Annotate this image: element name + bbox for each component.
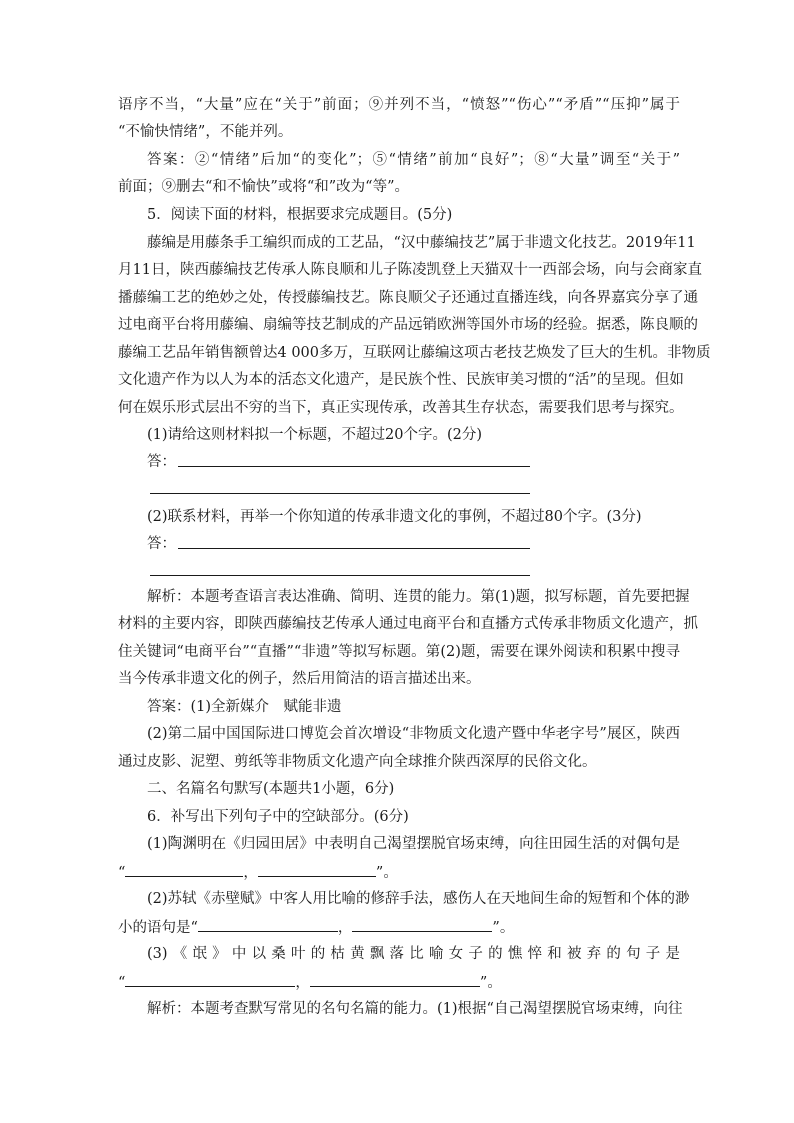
fill-blank xyxy=(310,972,480,987)
answer-line: 前面；⑨删去“和不愉快”或将“和”改为“等”。 xyxy=(118,179,409,195)
answer-line: 答案：②“情绪”后加“的变化”；⑤“情绪”前加“良好”；⑧“大量”调至“关于” xyxy=(147,152,680,168)
analysis-line: 住关键词“电商平台”“直播”“非遗”等拟写标题。第(2)题，需要在课外阅读和积累中搜寻 xyxy=(118,644,680,660)
fill-in-line: “ ， ”。 xyxy=(118,862,398,883)
analysis-line: 材料的主要内容，即陕西藤编技艺传承人通过电商平台和直播方式传承非物质文化遗产，抓 xyxy=(118,616,698,632)
material-line: 月11日，陕西藤编技艺传承人陈良顺和儿子陈凌凯登上天猫双十一西部会场，向与会商家直 xyxy=(118,262,702,278)
answer-line-blank xyxy=(150,493,530,494)
material-line: 过电商平台将用藤编、扇编等技艺制成的产品远销欧洲等国外市场的经验。据悉，陈良顺的 xyxy=(118,317,698,333)
material-line: 藤编工艺品年销售额曾达4 000多万，互联网让藤编这项古老技艺焕发了巨大的生机。非物质 xyxy=(118,345,711,361)
fill-blank xyxy=(125,862,243,877)
fill-in-line: 小的语句是“ ， ”。 xyxy=(118,917,514,938)
fill-blank xyxy=(258,862,376,877)
answer-line-blank xyxy=(150,575,530,576)
material-line: 藤编是用藤条手工编织而成的工艺品，“汉中藤编技艺”属于非遗文化技艺。2019年11 xyxy=(147,235,696,251)
fill-blank xyxy=(125,972,295,987)
sub-question: (1)请给这则材料拟一个标题，不超过20个字。(2分) xyxy=(147,427,483,443)
sub-question: (2)苏轼《赤壁赋》中客人用比喻的修辞手法，感伤人在天地间生命的短暂和个体的渺 xyxy=(147,891,690,907)
fill-in-line: “ ， ”。 xyxy=(118,972,502,993)
fill-blank xyxy=(352,917,492,932)
text-line: “不愉快情绪”，不能并列。 xyxy=(118,124,293,140)
analysis-line: 解析：本题考查语言表达准确、简明、连贯的能力。第(1)题，拟写标题，首先要把握 xyxy=(147,589,690,605)
answer-label: 答： xyxy=(147,536,176,552)
answer-line-blank xyxy=(178,548,530,549)
analysis-line: 当今传承非遗文化的例子，然后用简洁的语言描述出来。 xyxy=(118,671,481,687)
answer-line: (2)第二届中国国际进口博览会首次增设“非物质文化遗产暨中华老字号”展区，陕西 xyxy=(147,726,680,742)
sub-question: (1)陶渊明在《归园田居》中表明自己渴望摆脱官场束缚，向往田园生活的对偶句是 xyxy=(147,836,680,852)
fill-blank xyxy=(198,917,338,932)
answer-line: 通过皮影、泥塑、剪纸等非物质文化遗产向全球推介陕西深厚的民俗文化。 xyxy=(118,754,597,770)
question-title: 5．阅读下面的材料，根据要求完成题目。(5分) xyxy=(147,207,453,223)
answer-label: 答： xyxy=(147,454,176,470)
section-heading: 二、名篇名句默写(本题共1小题，6分) xyxy=(147,781,395,797)
sub-question: (3)《氓》中以桑叶的枯黄飘落比喻女子的憔悴和被弃的句子是 xyxy=(147,946,680,962)
answer-line: 答案：(1)全新媒介 赋能非遗 xyxy=(147,699,342,715)
material-line: 文化遗产作为以人为本的活态文化遗产，是民族个性、民族审美习惯的“活”的呈现。但如 xyxy=(118,372,684,388)
analysis-line: 解析：本题考查默写常见的名句名篇的能力。(1)根据“自己渴望摆脱官场束缚，向往 xyxy=(147,1001,683,1017)
text-line: 语序不当，“大量”应在“关于”前面；⑨并列不当，“愤怒”“伤心”“矛盾”“压抑”属于 xyxy=(118,97,680,113)
sub-question: (2)联系材料，再举一个你知道的传承非遗文化的事例，不超过80个字。(3分) xyxy=(147,509,642,525)
material-line: 播藤编工艺的绝妙之处，传授藤编技艺。陈良顺父子还通过直播连线，向各界嘉宾分享了通 xyxy=(118,290,698,306)
question-title: 6．补写出下列句子中的空缺部分。(6分) xyxy=(147,809,409,825)
material-line: 何在娱乐形式层出不穷的当下，真正实现传承，改善其生存状态，需要我们思考与探究。 xyxy=(118,400,684,416)
answer-line-blank xyxy=(178,466,530,467)
